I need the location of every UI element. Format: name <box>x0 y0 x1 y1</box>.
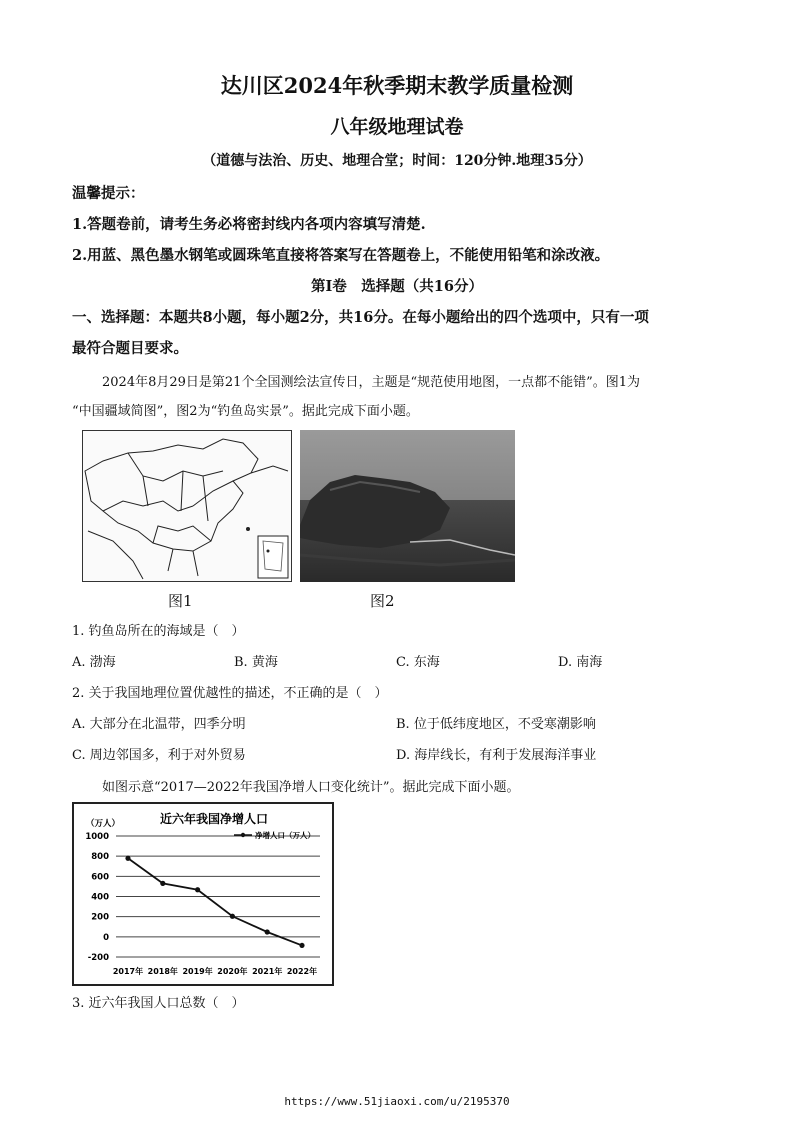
question-2-option-a[interactable]: A. 大部分在北温带，四季分明 <box>72 717 246 732</box>
ytick-label-5: 0 <box>103 932 109 943</box>
notice-item-1: 1.答题卷前，请考生务必将密封线内各项内容填写清楚. <box>72 216 426 233</box>
xtick-label-1: 2018年 <box>147 967 178 976</box>
exam-info: （道德与法治、历史、地理合堂；时间：120分钟.地理35分） <box>202 153 592 169</box>
figure2-caption: 图2 <box>370 592 395 610</box>
question-2-option-b[interactable]: B. 位于低纬度地区，不受寒潮影响 <box>396 717 596 732</box>
xtick-label-0: 2017年 <box>112 967 144 976</box>
question-2-stem: 2. 关于我国地理位置优越性的描述，不正确的是（ ） <box>72 686 388 701</box>
exam-subtitle: 八年级地理试卷 <box>330 116 464 138</box>
population-chart-svg <box>74 804 332 984</box>
question-2-option-c[interactable]: C. 周边邻国多，利于对外贸易 <box>72 748 246 763</box>
question-1-option-d[interactable]: D. 南海 <box>558 655 603 670</box>
passage1-line1: 2024年8月29日是第21个全国测绘法宣传日，主题是“规范使用地图，一点都不能错”。图1为 <box>102 375 641 390</box>
question-3-stem: 3. 近六年我国人口总数（ ） <box>72 996 245 1011</box>
data-point-3 <box>230 914 235 919</box>
series-line-0 <box>128 858 302 945</box>
diaoyu-island-photo <box>300 430 515 582</box>
page-title: 达川区2024年秋季期末教学质量检测 <box>220 73 574 98</box>
question-1-option-c[interactable]: C. 东海 <box>396 655 440 670</box>
data-point-1 <box>160 881 165 886</box>
xtick-label-5: 2022年 <box>286 967 318 976</box>
ytick-label-3: 400 <box>91 892 109 903</box>
section-instruction-2: 最符合题目要求。 <box>72 340 188 357</box>
section-instruction-1: 一、选择题：本题共8小题，每小题2分，共16分。在每小题给出的四个选项中，只有一项 <box>72 309 649 326</box>
ytick-label-6: -200 <box>87 953 109 963</box>
footer-url[interactable]: https://www.51jiaoxi.com/u/2195370 <box>284 1095 510 1108</box>
section-title: 第Ⅰ卷 选择题（共16分） <box>311 278 483 295</box>
china-map-figure <box>82 430 292 582</box>
question-1-option-b[interactable]: B. 黄海 <box>234 655 278 670</box>
question-1-stem: 1. 钓鱼岛所在的海域是（ ） <box>72 624 245 639</box>
question-2-option-d[interactable]: D. 海岸线长，有利于发展海洋事业 <box>396 748 597 763</box>
ytick-label-4: 200 <box>91 912 109 923</box>
notice-item-2: 2.用蓝、黑色墨水钢笔或圆珠笔直接将答案写在答题卷上，不能使用铅笔和涂改液。 <box>72 247 610 264</box>
chart-ylabel: （万人） <box>86 819 121 829</box>
xtick-label-2: 2019年 <box>182 967 213 976</box>
passage2: 如图示意“2017—2022年我国净增人口变化统计”。据此完成下面小题。 <box>102 780 520 795</box>
question-1-option-a[interactable]: A. 渤海 <box>72 655 116 670</box>
data-point-2 <box>195 887 200 892</box>
legend-marker <box>241 833 245 837</box>
figure1-caption: 图1 <box>168 592 193 610</box>
ytick-label-2: 600 <box>91 872 109 883</box>
ytick-label-0: 1000 <box>85 832 109 842</box>
data-point-5 <box>299 943 304 948</box>
notice-label: 温馨提示： <box>72 185 145 202</box>
passage1-line2: “中国疆域简图”，图2为“钓鱼岛实景”。据此完成下面小题。 <box>72 404 419 419</box>
chart-title: 近六年我国净增人口 <box>159 812 269 826</box>
xtick-label-3: 2020年 <box>217 967 248 976</box>
xtick-label-4: 2021年 <box>252 967 283 976</box>
legend-label: 净增人口（万人） <box>255 831 315 840</box>
ytick-label-1: 800 <box>91 852 109 863</box>
data-point-0 <box>125 856 130 861</box>
population-chart <box>72 802 334 986</box>
data-point-4 <box>265 929 270 934</box>
